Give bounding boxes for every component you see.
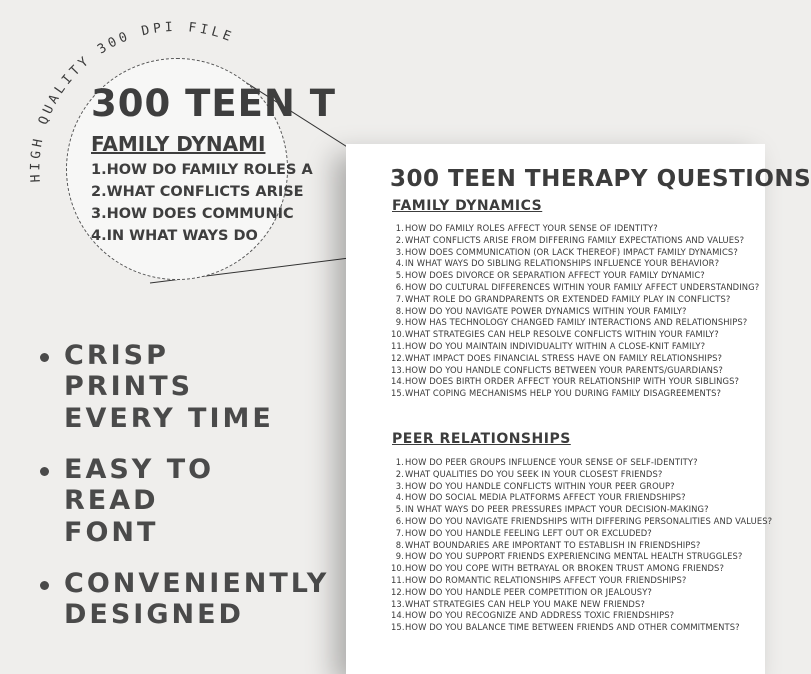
section-heading-peer: PEER RELATIONSHIPS xyxy=(392,431,571,447)
question-text: WHAT QUALITIES DO YOU SEEK IN YOUR CLOSEST FRIENDS? xyxy=(405,468,663,479)
question-item xyxy=(391,282,759,294)
question-text: HOW DO YOU RECOGNIZE AND ADDRESS TOXIC FRIENDSHIPS? xyxy=(405,610,675,621)
question-number: 7. xyxy=(395,527,404,538)
question-text: HOW DO YOU HANDLE CONFLICTS WITHIN YOUR PEER GROUP? xyxy=(405,480,675,491)
bullet-dot-icon xyxy=(40,581,49,590)
question-number: 12. xyxy=(391,352,405,363)
question-text: HOW DO SOCIAL MEDIA PLATFORMS AFFECT YOUR FRIENDSHIPS? xyxy=(405,492,686,503)
question-number: 13. xyxy=(391,364,405,375)
question-item xyxy=(391,481,772,493)
question-item xyxy=(391,247,759,259)
question-text: WHAT IMPACT DOES FINANCIAL STRESS HAVE ON FAMILY RELATIONSHIPS? xyxy=(405,352,723,363)
question-item xyxy=(391,457,772,469)
question-text: HOW DO FAMILY ROLES AFFECT YOUR SENSE OF IDENTITY? xyxy=(405,223,658,233)
question-text: IN WHAT WAYS DO SIBLING RELATIONSHIPS INFLUENCE YOUR BEHAVIOR? xyxy=(405,258,720,269)
question-number: 2. xyxy=(395,234,404,245)
question-number: 3. xyxy=(395,246,404,257)
question-text: HOW DO YOU COPE WITH BETRAYAL OR BROKEN TRUST AMONG FRIENDS? xyxy=(405,563,725,574)
question-number: 14. xyxy=(391,376,405,387)
question-number: 2. xyxy=(395,468,404,479)
question-text: WHAT COPING MECHANISMS HELP YOU DURING FAMILY DISAGREEMENTS? xyxy=(405,388,722,399)
question-number: 14. xyxy=(391,610,405,621)
feature-text: CRISP PRINTS EVERY TIME xyxy=(64,340,274,434)
question-item xyxy=(391,575,772,587)
question-number: 1. xyxy=(395,223,404,233)
question-item xyxy=(391,563,772,575)
bullet-dot-icon xyxy=(40,353,49,362)
magnified-section-heading: FAMILY DYNAMI xyxy=(91,132,266,156)
feature-text: CONVENIENTLY DESIGNED xyxy=(64,567,330,631)
question-item xyxy=(391,353,759,365)
feature-list xyxy=(40,340,330,651)
question-item xyxy=(391,492,772,504)
question-item xyxy=(391,258,759,270)
question-item xyxy=(391,587,772,599)
question-text: HOW DOES DIVORCE OR SEPARATION AFFECT YOUR FAMILY DYNAMIC? xyxy=(405,270,705,281)
question-item xyxy=(391,235,759,247)
question-text: HOW DOES BIRTH ORDER AFFECT YOUR RELATIONSHIP WITH YOUR SIBLINGS? xyxy=(405,376,740,387)
question-item xyxy=(391,469,772,481)
question-text: HOW DO ROMANTIC RELATIONSHIPS AFFECT YOUR FRIENDSHIPS? xyxy=(405,574,687,585)
question-number: 15. xyxy=(391,622,405,633)
feature-item xyxy=(40,454,310,548)
magnified-question: 1.HOW DO FAMILY ROLES A xyxy=(91,162,313,178)
question-text: HOW DO PEER GROUPS INFLUENCE YOUR SENSE OF SELF-IDENTITY? xyxy=(405,457,698,467)
question-item xyxy=(391,516,772,528)
question-item xyxy=(391,341,759,353)
question-item xyxy=(391,294,759,306)
question-text: WHAT STRATEGIES CAN HELP RESOLVE CONFLICTS WITHIN YOUR FAMILY? xyxy=(405,329,719,340)
question-text: IN WHAT WAYS DO PEER PRESSURES IMPACT YOUR DECISION-MAKING? xyxy=(405,504,709,515)
question-number: 12. xyxy=(391,586,405,597)
question-item xyxy=(391,306,759,318)
question-number: 6. xyxy=(395,515,404,526)
question-item xyxy=(391,388,759,400)
question-number: 9. xyxy=(395,551,404,562)
magnified-question: 2.WHAT CONFLICTS ARISE xyxy=(91,184,304,200)
badge-curved-label: HIGH QUALITY 300 DPI FILE xyxy=(28,19,237,183)
question-item xyxy=(391,317,759,329)
question-number: 13. xyxy=(391,598,405,609)
bullet-dot-icon xyxy=(40,467,49,476)
question-item xyxy=(391,610,772,622)
question-number: 8. xyxy=(395,539,404,550)
question-number: 9. xyxy=(395,317,404,328)
question-number: 3. xyxy=(395,480,404,491)
section-heading-family: FAMILY DYNAMICS xyxy=(392,198,543,214)
magnified-question: 4.IN WHAT WAYS DO xyxy=(91,228,258,244)
question-number: 11. xyxy=(391,574,405,585)
question-text: HOW DO YOU NAVIGATE POWER DYNAMICS WITHIN YOUR FAMILY? xyxy=(405,305,687,316)
question-item xyxy=(391,599,772,611)
magnified-title: 300 TEEN T xyxy=(91,82,336,125)
feature-item xyxy=(40,340,310,434)
question-text: HOW DO YOU SUPPORT FRIENDS EXPERIENCING MENTAL HEALTH STRUGGLES? xyxy=(405,551,743,562)
question-item xyxy=(391,376,759,388)
question-text: HOW DO YOU HANDLE FEELING LEFT OUT OR EXCLUDED? xyxy=(405,527,652,538)
question-item xyxy=(391,528,772,540)
question-number: 11. xyxy=(391,340,405,351)
question-text: HOW DO YOU NAVIGATE FRIENDSHIPS WITH DIFFERING PERSONALITIES AND VALUES? xyxy=(405,515,773,526)
question-item xyxy=(391,551,772,563)
question-number: 6. xyxy=(395,281,404,292)
feature-text: EASY TO READ FONT xyxy=(64,453,215,548)
question-item xyxy=(391,270,759,282)
question-number: 5. xyxy=(395,504,404,515)
document-title: 300 TEEN THERAPY QUESTIONS xyxy=(390,166,811,192)
question-number: 10. xyxy=(391,329,405,340)
question-number: 15. xyxy=(391,388,405,399)
question-text: WHAT CONFLICTS ARISE FROM DIFFERING FAMILY EXPECTATIONS AND VALUES? xyxy=(405,234,745,245)
question-item xyxy=(391,540,772,552)
question-item xyxy=(391,223,759,235)
question-text: WHAT BOUNDARIES ARE IMPORTANT TO ESTABLISH IN FRIENDSHIPS? xyxy=(405,539,701,550)
question-number: 4. xyxy=(395,492,404,503)
question-number: 7. xyxy=(395,293,404,304)
question-text: HOW DO CULTURAL DIFFERENCES WITHIN YOUR FAMILY AFFECT UNDERSTANDING? xyxy=(405,281,760,292)
magnified-preview xyxy=(66,58,336,280)
feature-item xyxy=(40,567,330,631)
question-list-family xyxy=(391,223,759,400)
question-text: HOW DO YOU MAINTAIN INDIVIDUALITY WITHIN A CLOSE-KNIT FAMILY? xyxy=(405,340,706,351)
question-list-peer xyxy=(391,457,772,634)
question-item xyxy=(391,622,772,634)
question-item xyxy=(391,329,759,341)
question-item xyxy=(391,365,759,377)
question-text: WHAT STRATEGIES CAN HELP YOU MAKE NEW FRIENDS? xyxy=(405,598,645,609)
question-number: 8. xyxy=(395,305,404,316)
question-text: HOW HAS TECHNOLOGY CHANGED FAMILY INTERACTIONS AND RELATIONSHIPS? xyxy=(405,317,748,328)
question-text: HOW DO YOU HANDLE PEER COMPETITION OR JEALOUSY? xyxy=(405,586,652,597)
question-text: HOW DO YOU HANDLE CONFLICTS BETWEEN YOUR PARENTS/GUARDIANS? xyxy=(405,364,723,375)
question-number: 10. xyxy=(391,563,405,574)
question-text: HOW DO YOU BALANCE TIME BETWEEN FRIENDS AND OTHER COMMITMENTS? xyxy=(405,622,740,633)
question-item xyxy=(391,504,772,516)
document-page xyxy=(346,144,811,674)
question-number: 1. xyxy=(395,457,404,467)
magnified-question: 3.HOW DOES COMMUNIC xyxy=(91,206,294,222)
question-text: WHAT ROLE DO GRANDPARENTS OR EXTENDED FAMILY PLAY IN CONFLICTS? xyxy=(405,293,731,304)
question-number: 4. xyxy=(395,258,404,269)
question-text: HOW DOES COMMUNICATION (OR LACK THEREOF) IMPACT FAMILY DYNAMICS? xyxy=(405,246,738,257)
question-number: 5. xyxy=(395,270,404,281)
